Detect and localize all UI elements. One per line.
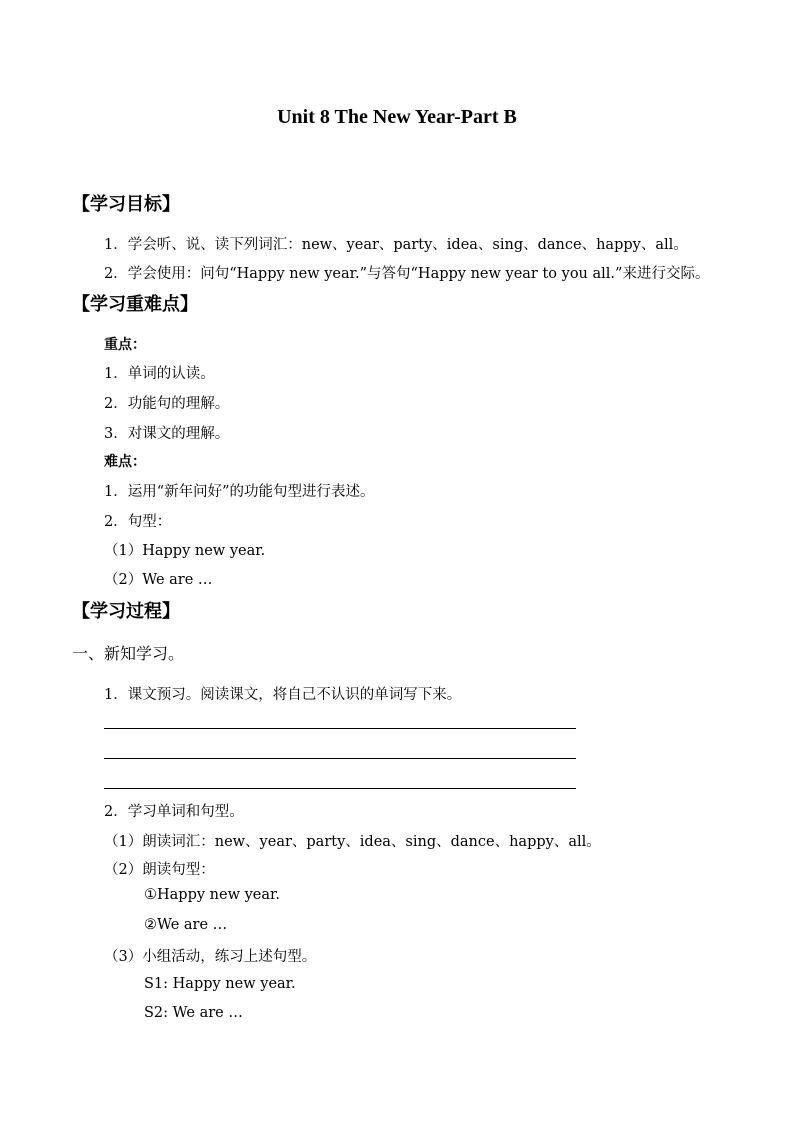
difficulty-item-4: （2）We are … [104, 572, 213, 588]
dialogue-s2: S2: We are … [144, 1005, 243, 1021]
step-2-item-3: （3）小组活动，练习上述句型。 [104, 949, 317, 965]
difficulty-item-1: 1．运用“新年问好”的功能句型进行表述。 [104, 484, 375, 500]
writing-line-3 [104, 788, 576, 789]
difficulty-label: 难点： [104, 454, 146, 470]
writing-line-2 [104, 758, 576, 759]
sentence-pattern-2: ②We are … [144, 917, 228, 933]
focus-label: 重点： [104, 337, 146, 353]
objective-item-1: 1．学会听、说、读下列词汇：new、year、party、idea、sing、dance、happy、all。 [104, 237, 688, 253]
objectives-heading: 【学习目标】 [72, 194, 180, 215]
section-1-title: 一、新知学习。 [72, 644, 185, 663]
key-points-heading: 【学习重难点】 [72, 294, 198, 315]
focus-item-1: 1．单词的认读。 [104, 366, 215, 382]
dialogue-s1: S1: Happy new year. [144, 976, 296, 992]
sentence-pattern-1: ①Happy new year. [144, 887, 280, 903]
focus-item-3: 3．对课文的理解。 [104, 426, 230, 442]
difficulty-item-3: （1）Happy new year. [104, 543, 266, 559]
step-2-item-2: （2）朗读句型： [104, 862, 215, 878]
objective-item-2: 2．学会使用：问句“Happy new year.”与答句“Happy new year to you all.”来进行交际。 [104, 266, 710, 282]
step-1: 1．课文预习。阅读课文，将自己不认识的单词写下来。 [104, 687, 462, 703]
focus-item-2: 2．功能句的理解。 [104, 396, 230, 412]
process-heading: 【学习过程】 [72, 601, 180, 622]
writing-line-1 [104, 728, 576, 729]
step-2-item-1: （1）朗读词汇：new、year、party、idea、sing、dance、happy、all。 [104, 834, 601, 850]
page-title: Unit 8 The New Year-Part B [277, 106, 517, 128]
step-2: 2．学习单词和句型。 [104, 804, 244, 820]
difficulty-item-2: 2．句型： [104, 514, 172, 530]
